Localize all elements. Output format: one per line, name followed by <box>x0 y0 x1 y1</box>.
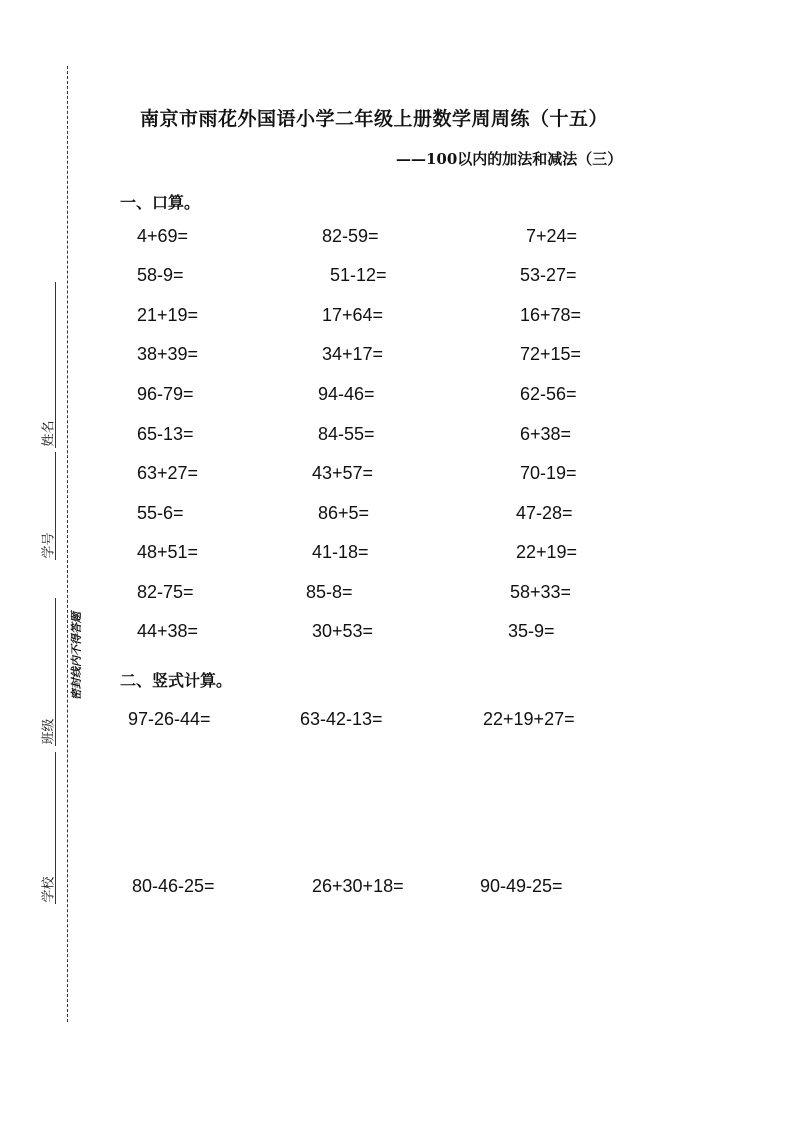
problem-item: 35-9= <box>508 621 555 641</box>
section-heading-vertical-calc: 二、竖式计算。 <box>120 671 233 690</box>
margin-rule-name <box>55 282 56 448</box>
problem-item: 16+78= <box>520 305 582 325</box>
problem-item: 43+57= <box>312 463 374 483</box>
problem-item: 58-9= <box>137 265 184 285</box>
problem-item: 65-13= <box>137 424 194 444</box>
problem-item: 38+39= <box>137 344 199 364</box>
page-title: 南京市雨花外国语小学二年级上册数学周周练（十五） <box>140 108 609 130</box>
problem-item: 55-6= <box>137 503 184 523</box>
problem-item: 44+38= <box>137 621 199 641</box>
problem-item: 47-28= <box>516 503 573 523</box>
problem-item: 53-27= <box>520 265 577 285</box>
problem-item: 6+38= <box>520 424 572 444</box>
problem-item: 80-46-25= <box>132 876 215 896</box>
problem-item: 7+24= <box>526 226 578 246</box>
problem-item: 34+17= <box>322 344 384 364</box>
problem-item: 22+19+27= <box>483 709 575 729</box>
problem-item: 63-42-13= <box>300 709 383 729</box>
problem-item: 17+64= <box>322 305 384 325</box>
problem-item: 97-26-44= <box>128 709 211 729</box>
margin-field-class: 班级 <box>41 718 57 745</box>
margin-rule-class <box>55 598 56 746</box>
problem-item: 82-59= <box>322 226 379 246</box>
problem-item: 21+19= <box>137 305 199 325</box>
binding-dashed-line <box>67 66 68 1022</box>
problem-item: 86+5= <box>318 503 370 523</box>
problem-item: 58+33= <box>510 582 572 602</box>
problem-item: 30+53= <box>312 621 374 641</box>
problem-item: 41-18= <box>312 542 369 562</box>
problem-item: 84-55= <box>318 424 375 444</box>
problem-item: 94-46= <box>318 384 375 404</box>
problem-item: 22+19= <box>516 542 578 562</box>
margin-field-school: 学校 <box>41 876 57 903</box>
page-subtitle: ——100以内的加法和减法（三） <box>396 150 623 168</box>
problem-item: 96-79= <box>137 384 194 404</box>
problem-item: 63+27= <box>137 463 199 483</box>
problem-item: 85-8= <box>306 582 353 602</box>
margin-rule-school <box>55 752 56 904</box>
problem-item: 62-56= <box>520 384 577 404</box>
problem-item: 72+15= <box>520 344 582 364</box>
margin-field-id: 学号 <box>41 532 57 559</box>
margin-field-name: 姓名 <box>41 420 57 447</box>
problem-item: 26+30+18= <box>312 876 404 896</box>
problem-item: 51-12= <box>330 265 387 285</box>
problem-item: 90-49-25= <box>480 876 563 896</box>
problem-item: 48+51= <box>137 542 199 562</box>
section-heading-mental-math: 一、口算。 <box>120 193 201 212</box>
problem-item: 82-75= <box>137 582 194 602</box>
problem-item: 70-19= <box>520 463 577 483</box>
problem-item: 4+69= <box>137 226 189 246</box>
seal-note: 密封线内不得答题 <box>70 612 83 700</box>
margin-rule-id <box>55 452 56 560</box>
